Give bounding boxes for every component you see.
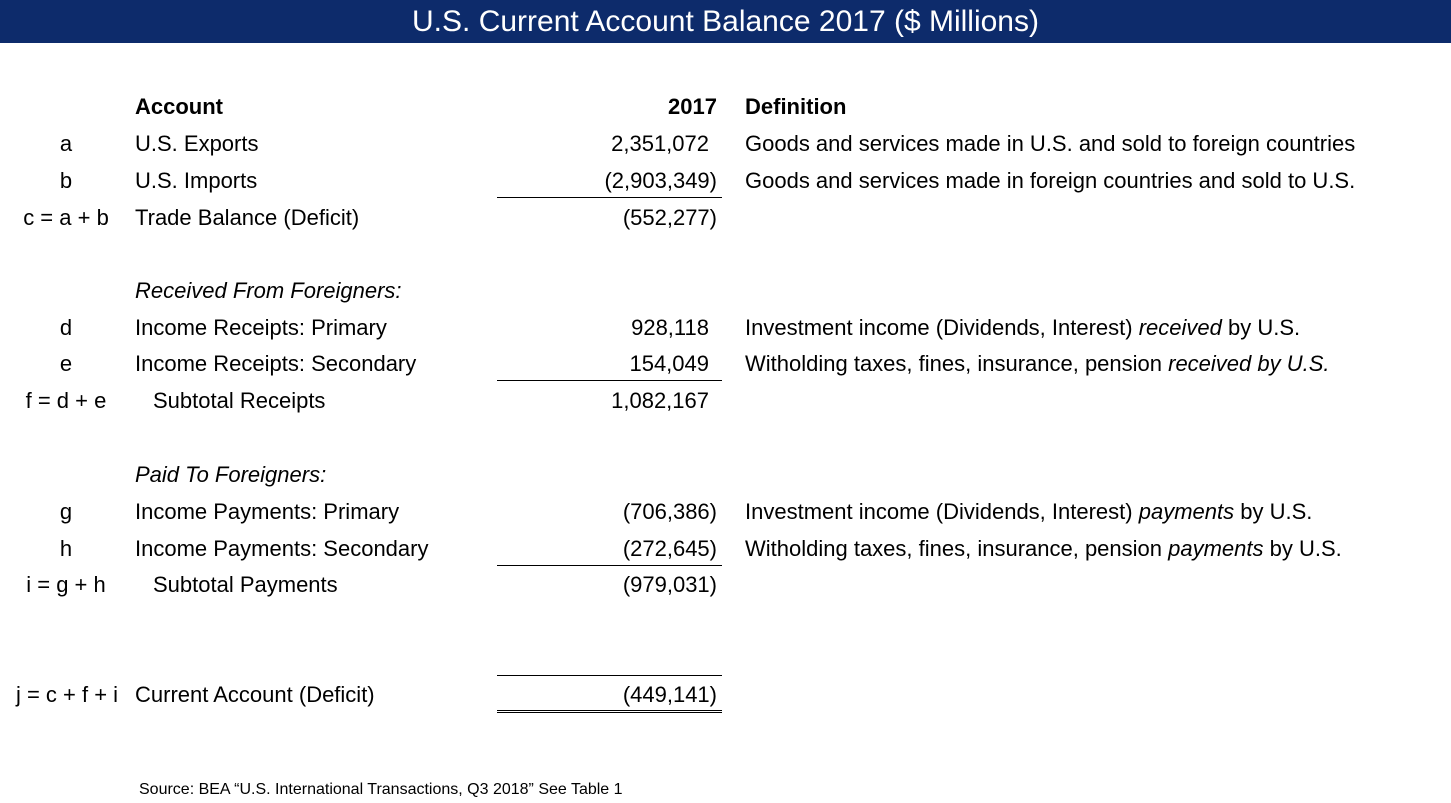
- row-account-e: Income Receipts: Secondary: [135, 351, 417, 376]
- definition-text: by U.S.: [1234, 499, 1313, 524]
- row-account-g: Income Payments: Primary: [135, 499, 400, 524]
- row-label-e: e: [59, 351, 73, 376]
- definition-emphasis: received: [1138, 315, 1222, 340]
- row-value-c: (552,277): [622, 205, 717, 230]
- definition-text: Witholding taxes, fines, insurance, pension: [745, 351, 1169, 376]
- row-label-b: b: [59, 168, 73, 193]
- row-definition-b: Goods and services made in foreign countries and sold to U.S.: [745, 168, 1356, 193]
- row-label-c: c = a + b: [23, 205, 109, 230]
- row-value-i: (979,031): [622, 572, 717, 597]
- header-year: 2017: [668, 94, 717, 119]
- definition-emphasis: payments: [1168, 536, 1264, 561]
- row-value-d: 928,118: [631, 315, 709, 340]
- definition-text: by U.S.: [1263, 536, 1342, 561]
- row-definition-a: Goods and services made in U.S. and sold to foreign countries: [745, 131, 1356, 156]
- row-definition-h: [745, 535, 1342, 563]
- row-label-d: d: [59, 315, 73, 340]
- source-note: Source: BEA “U.S. International Transactions, Q3 2018” See Table 1: [139, 781, 623, 798]
- double-underline-current-account: [497, 710, 722, 713]
- row-label-i: i = g + h: [26, 572, 106, 597]
- row-definition-g: [745, 498, 1312, 526]
- row-definition-e: [745, 350, 1330, 378]
- overline-current-account: [497, 675, 722, 676]
- row-account-b: U.S. Imports: [135, 168, 258, 193]
- header-definition: Definition: [745, 94, 847, 119]
- row-value-g: (706,386): [622, 499, 717, 524]
- underline-payments: [497, 565, 722, 566]
- definition-text: Investment income (Dividends, Interest): [745, 499, 1139, 524]
- row-label-j: j = c + f + i: [15, 682, 119, 707]
- definition-text: Investment income (Dividends, Interest): [745, 315, 1139, 340]
- definition-text: by U.S.: [1221, 315, 1301, 340]
- row-value-e: 154,049: [629, 351, 709, 376]
- row-account-f: Subtotal Receipts: [153, 388, 326, 413]
- row-label-f: f = d + e: [25, 388, 107, 413]
- row-definition-d: [745, 314, 1300, 342]
- page-title: U.S. Current Account Balance 2017 ($ Millions): [0, 0, 1451, 43]
- underline-trade: [497, 197, 722, 198]
- row-label-h: h: [59, 536, 73, 561]
- definition-emphasis: payments: [1138, 499, 1235, 524]
- header-account: Account: [135, 94, 223, 119]
- definition-text: Witholding taxes, fines, insurance, pension: [745, 536, 1169, 561]
- row-label-g: g: [59, 499, 73, 524]
- definition-emphasis: received by U.S.: [1168, 351, 1330, 376]
- row-account-i: Subtotal Payments: [153, 572, 338, 597]
- underline-receipts: [497, 380, 722, 381]
- row-account-c: Trade Balance (Deficit): [135, 205, 360, 230]
- row-account-h: Income Payments: Secondary: [135, 536, 429, 561]
- row-value-b: (2,903,349): [604, 168, 717, 193]
- row-value-f: 1,082,167: [611, 388, 709, 413]
- row-account-j: Current Account (Deficit): [135, 682, 375, 707]
- row-value-j: (449,141): [622, 682, 717, 707]
- row-account-a: U.S. Exports: [135, 131, 259, 156]
- row-label-a: a: [59, 131, 73, 156]
- section-header-received: Received From Foreigners:: [135, 278, 402, 303]
- row-value-h: (272,645): [622, 536, 717, 561]
- row-value-a: 2,351,072: [611, 131, 709, 156]
- row-account-d: Income Receipts: Primary: [135, 315, 387, 340]
- section-header-paid: Paid To Foreigners:: [135, 462, 327, 487]
